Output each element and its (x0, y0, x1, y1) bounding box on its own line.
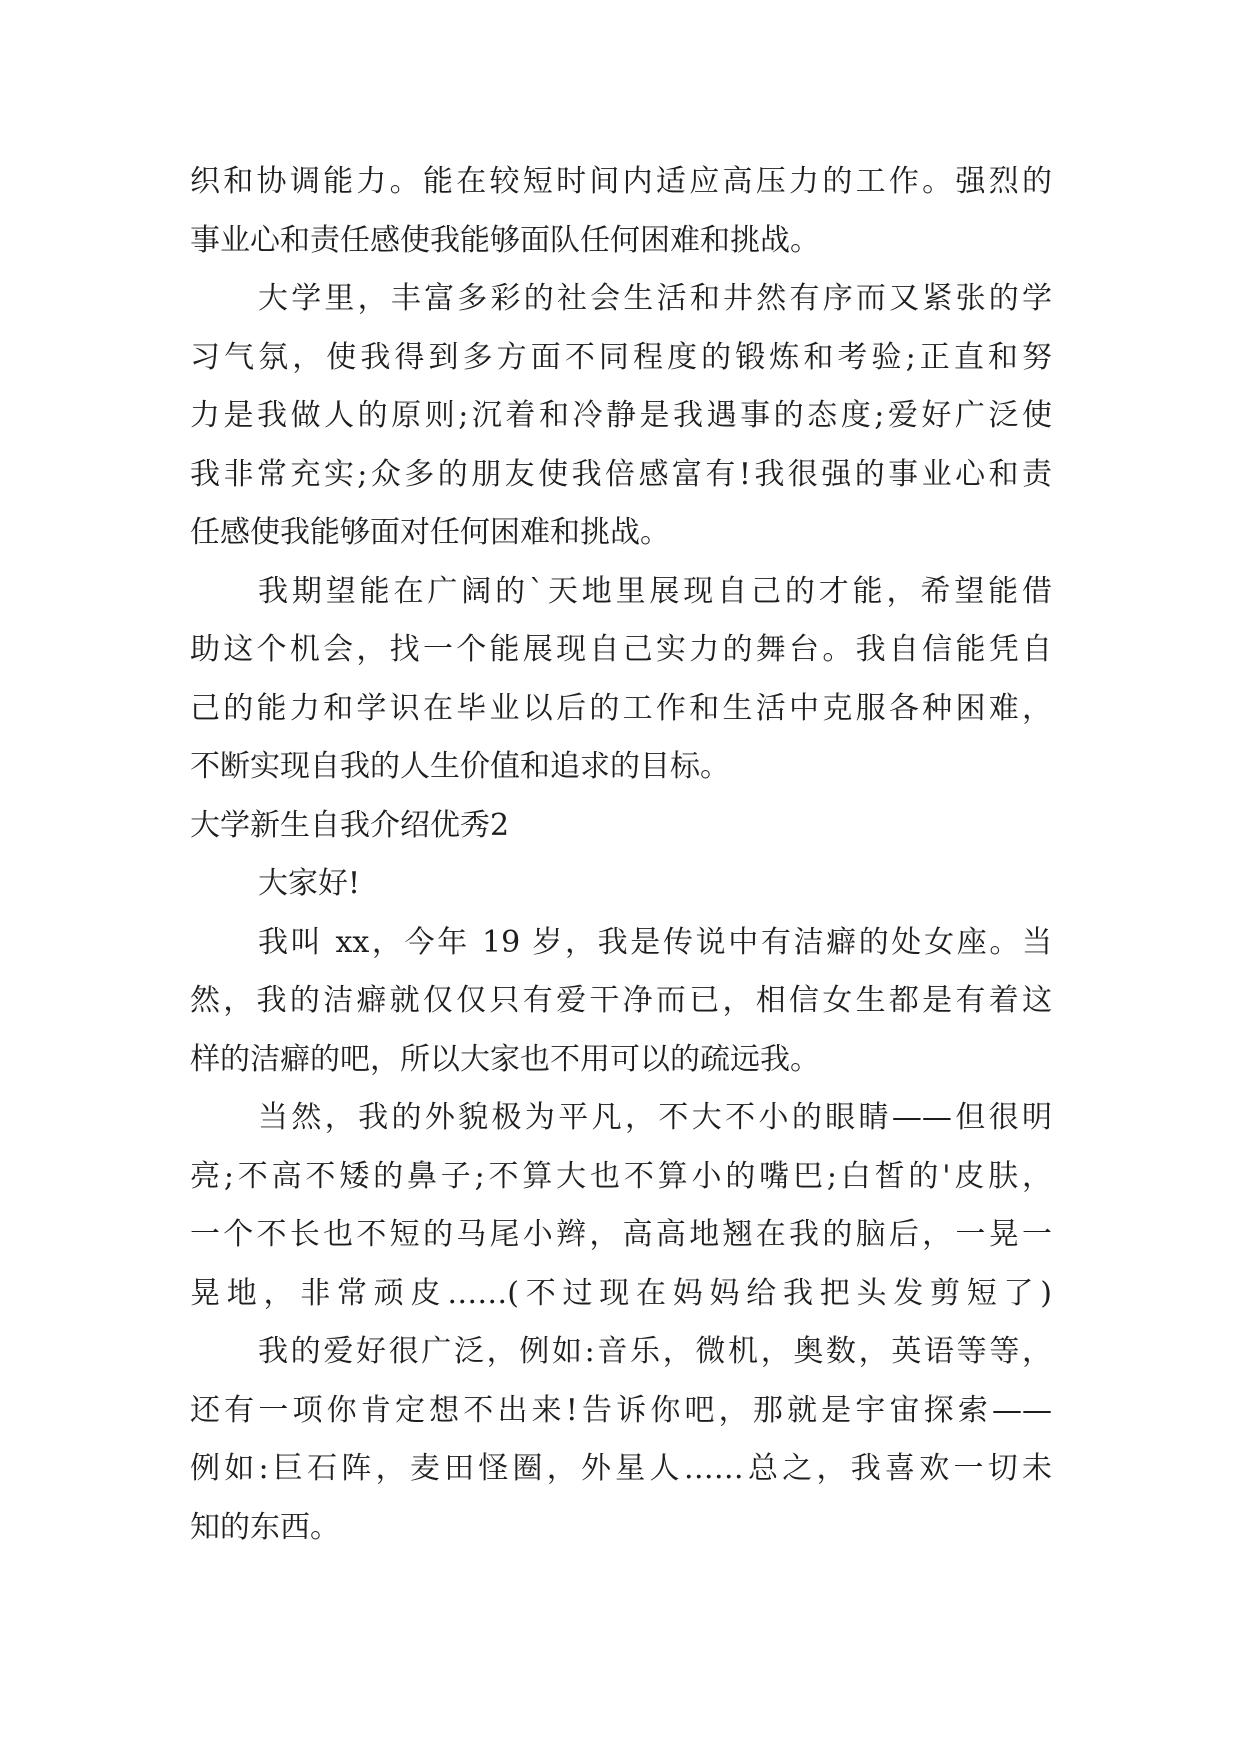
paragraph (190, 914, 1052, 1090)
paragraph (190, 1089, 1052, 1323)
text-line: 样的洁癖的吧，所以大家也不用可以的疏远我。 (190, 1041, 820, 1077)
text-line: 例如:巨石阵，麦田怪圈，外星人……总之，我喜欢一切未 (190, 1451, 1052, 1486)
text-line: 事业心和责任感使我能够面队任何困难和挑战。 (190, 222, 820, 258)
paragraph (190, 563, 1052, 797)
text-line: 我期望能在广阔的`天地里展现自己的才能，希望能借 (258, 573, 1052, 609)
text-line: 任感使我能够面对任何困难和挑战。 (190, 515, 670, 550)
document-page (190, 153, 1052, 1557)
text-line: 大家好! (258, 866, 361, 901)
text-line: 亮;不高不矮的鼻子;不算大也不算小的嘴巴;白皙的'皮肤， (190, 1158, 1052, 1194)
paragraph (190, 855, 1052, 914)
text-line: 知的东西。 (190, 1509, 340, 1545)
text-line: 己的能力和学识在毕业以后的工作和生活中克服各种困难， (190, 690, 1052, 726)
paragraph (190, 153, 1052, 270)
text-line: 一个不长也不短的马尾小辫，高高地翘在我的脑后，一晃一 (190, 1217, 1052, 1252)
text-line: 力是我做人的原则;沉着和冷静是我遇事的态度;爱好广泛使 (190, 398, 1052, 433)
paragraph (190, 1323, 1052, 1557)
text-line: 我叫 xx，今年 19 岁，我是传说中有洁癖的处女座。当 (258, 924, 1052, 960)
section-heading: 大学新生自我介绍优秀2 (190, 807, 510, 843)
paragraph (190, 270, 1052, 563)
text-line: 当然，我的外貌极为平凡，不大不小的眼睛——但很明 (258, 1100, 1052, 1135)
text-line: 助这个机会，找一个能展现自己实力的舞台。我自信能凭自 (190, 632, 1052, 667)
text-line: 晃地，非常顽皮……(不过现在妈妈给我把头发剪短了) (190, 1275, 1052, 1311)
text-line: 还有一项你肯定想不出来!告诉你吧，那就是宇宙探索—— (190, 1392, 1052, 1428)
text-line: 织和协调能力。能在较短时间内适应高压力的工作。强烈的 (190, 164, 1052, 199)
text-line: 然，我的洁癖就仅仅只有爱干净而已，相信女生都是有着这 (190, 983, 1052, 1018)
text-line: 大学里，丰富多彩的社会生活和井然有序而又紧张的学 (258, 281, 1052, 316)
text-line: 我非常充实;众多的朋友使我倍感富有!我很强的事业心和责 (190, 456, 1052, 492)
text-line: 我的爱好很广泛，例如:音乐，微机，奥数，英语等等， (258, 1334, 1052, 1369)
text-line: 不断实现自我的人生价值和追求的目标。 (190, 749, 730, 784)
text-line: 习气氛，使我得到多方面不同程度的锻炼和考验;正直和努 (190, 339, 1052, 375)
